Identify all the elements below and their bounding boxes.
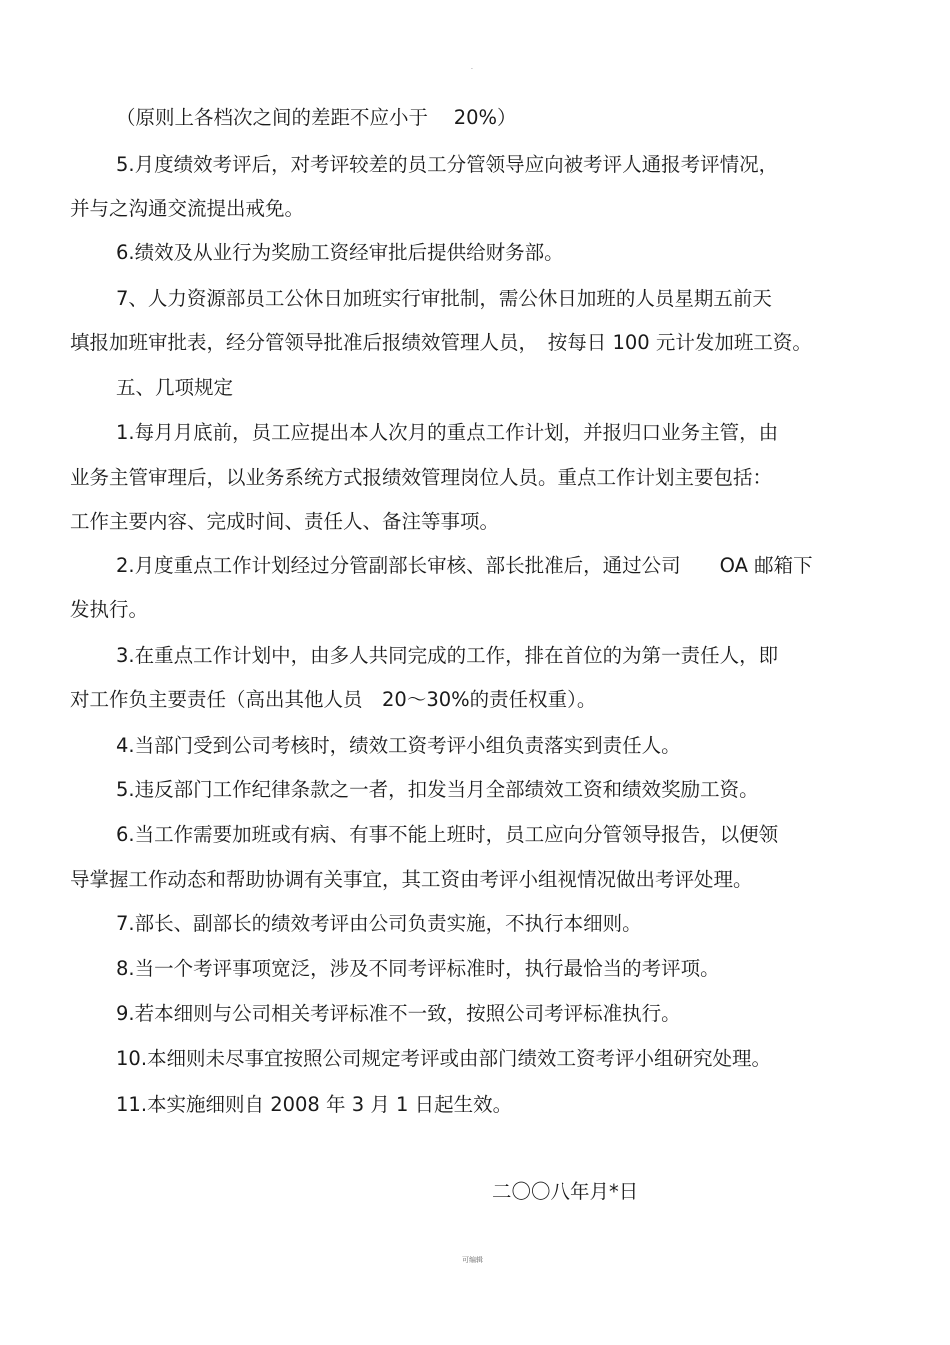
paragraph-line: 6.当工作需要加班或有病、有事不能上班时，员工应向分管领导报告，以便领 <box>116 823 779 846</box>
paragraph-line: 3.在重点工作计划中，由多人共同完成的工作，排在首位的为第一责任人，即 <box>116 644 779 667</box>
paragraph-line: 7.部长、副部长的绩效考评由公司负责实施，不执行本细则。 <box>116 912 642 935</box>
paragraph-line: 10.本细则未尽事宜按照公司规定考评或由部门绩效工资考评小组研究处理。 <box>116 1047 772 1070</box>
paragraph-line: 工作主要内容、完成时间、责任人、备注等事项。 <box>70 510 500 533</box>
signoff-date: 二〇〇八年月*日 <box>492 1180 639 1203</box>
paragraph-line: 9.若本细则与公司相关考评标准不一致，按照公司考评标准执行。 <box>116 1002 681 1025</box>
paragraph-line: 5.违反部门工作纪律条款之一者，扣发当月全部绩效工资和绩效奖励工资。 <box>116 778 759 801</box>
section-heading: 五、几项规定 <box>116 376 234 399</box>
paragraph-line: 填报加班审批表，经分管领导批准后报绩效管理人员， 按每日 100 元计发加班工资。 <box>70 331 812 354</box>
paragraph-line: 业务主管审理后，以业务系统方式报绩效管理岗位人员。重点工作计划主要包括： <box>70 466 773 489</box>
paragraph-line: 6.绩效及从业行为奖励工资经审批后提供给财务部。 <box>116 241 564 264</box>
paragraph-line: 并与之沟通交流提出戒免。 <box>70 197 305 220</box>
paragraph-line: 对工作负主要责任（高出其他人员 20～30%的责任权重）。 <box>70 688 597 711</box>
paragraph-line: 11.本实施细则自 2008 年 3 月 1 日起生效。 <box>116 1093 513 1116</box>
paragraph-line: 发执行。 <box>70 598 149 621</box>
paragraph-line: 8.当一个考评事项宽泛，涉及不同考评标准时，执行最恰当的考评项。 <box>116 957 720 980</box>
paragraph-line: 导掌握工作动态和帮助协调有关事宜，其工资由考评小组视情况做出考评处理。 <box>70 868 753 891</box>
paragraph-line: 5.月度绩效考评后，对考评较差的员工分管领导应向被考评人通报考评情况， <box>116 153 779 176</box>
paragraph-line: 4.当部门受到公司考核时，绩效工资考评小组负责落实到责任人。 <box>116 734 681 757</box>
paragraph-line: （原则上各档次之间的差距不应小于 20%） <box>116 106 517 129</box>
paragraph-line: 7、人力资源部员工公休日加班实行审批制，需公休日加班的人员星期五前天 <box>116 287 772 310</box>
top-mark: · <box>471 66 473 73</box>
footer-note: 可编辑 <box>462 1256 483 1264</box>
paragraph-line: 1.每月月底前，员工应提出本人次月的重点工作计划，并报归口业务主管，由 <box>116 421 779 444</box>
paragraph-line: 2.月度重点工作计划经过分管副部长审核、部长批准后，通过公司 OA 邮箱下 <box>116 554 813 577</box>
